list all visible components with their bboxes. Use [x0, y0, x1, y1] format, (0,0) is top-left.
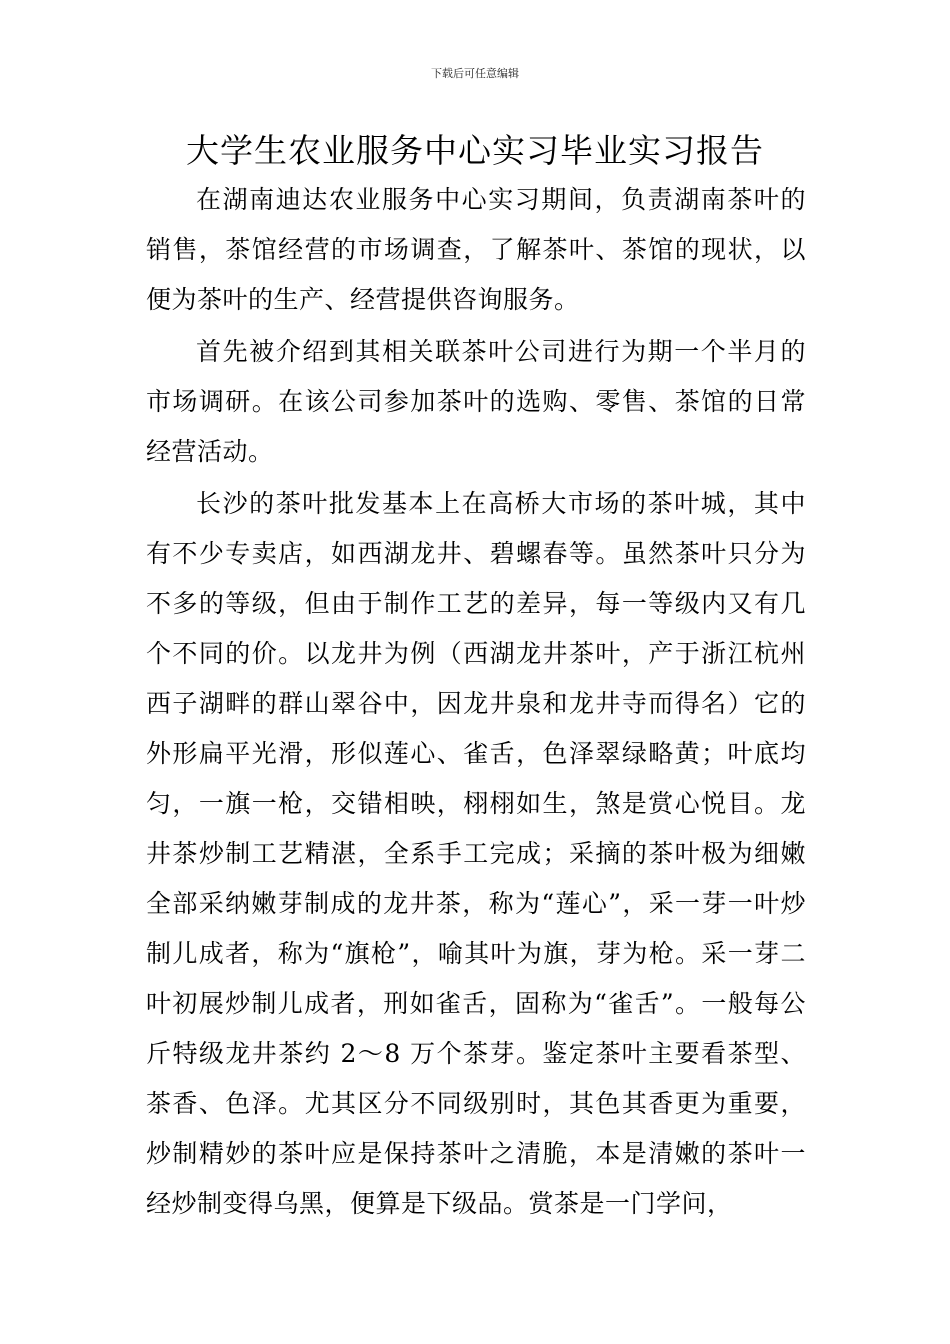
header-note: 下载后可任意编辑: [431, 67, 519, 80]
document-title: 大学生农业服务中心实习毕业实习报告: [186, 131, 764, 170]
paragraph-intro: 在湖南迪达农业服务中心实习期间，负责湖南茶叶的销售，茶馆经营的市场调查，了解茶叶、茶馆的现状，以便为茶叶的生产、经营提供咨询服务。: [146, 185, 806, 314]
paragraph-market-research: 首先被介绍到其相关联茶叶公司进行为期一个半月的市场调研。在该公司参加茶叶的选购、零售、茶馆的日常经营活动。: [146, 337, 806, 466]
paragraph-tea-wholesale: 长沙的茶叶批发基本上在高桥大市场的茶叶城，其中有不少专卖店，如西湖龙井、碧螺春等。虽然茶叶只分为不多的等级，但由于制作工艺的差异，每一等级内又有几个不同的价。以龙井为例（西湖龙井茶叶，产于浙江杭州西子湖畔的群山翠谷中，因龙井泉和龙井寺而得名）它的外形扁平光滑，形似莲心、雀舌，色泽翠绿略黄；叶底均匀，一旗一枪，交错相映，栩栩如生，煞是赏心悦目。龙井茶炒制工艺精湛，全系手工完成；采摘的茶叶极为细嫩全部采纳嫩芽制成的龙井茶，称为“莲心”，采一芽一叶炒制儿成者，称为“旗枪”，喻其叶为旗，芽为枪。采一芽二叶初展炒制儿成者，刑如雀舌，固称为“雀舌”。一般每公斤特级龙井茶约 2～8 万个茶芽。鉴定茶叶主要看茶型、茶香、色泽。尤其区分不同级别时，其色其香更为重要，炒制精妙的茶叶应是保持茶叶之清脆，本是清嫩的茶叶一经炒制变得乌黑，便算是下级品。赏茶是一门学问，: [146, 489, 806, 1218]
document-body: [146, 175, 806, 1229]
